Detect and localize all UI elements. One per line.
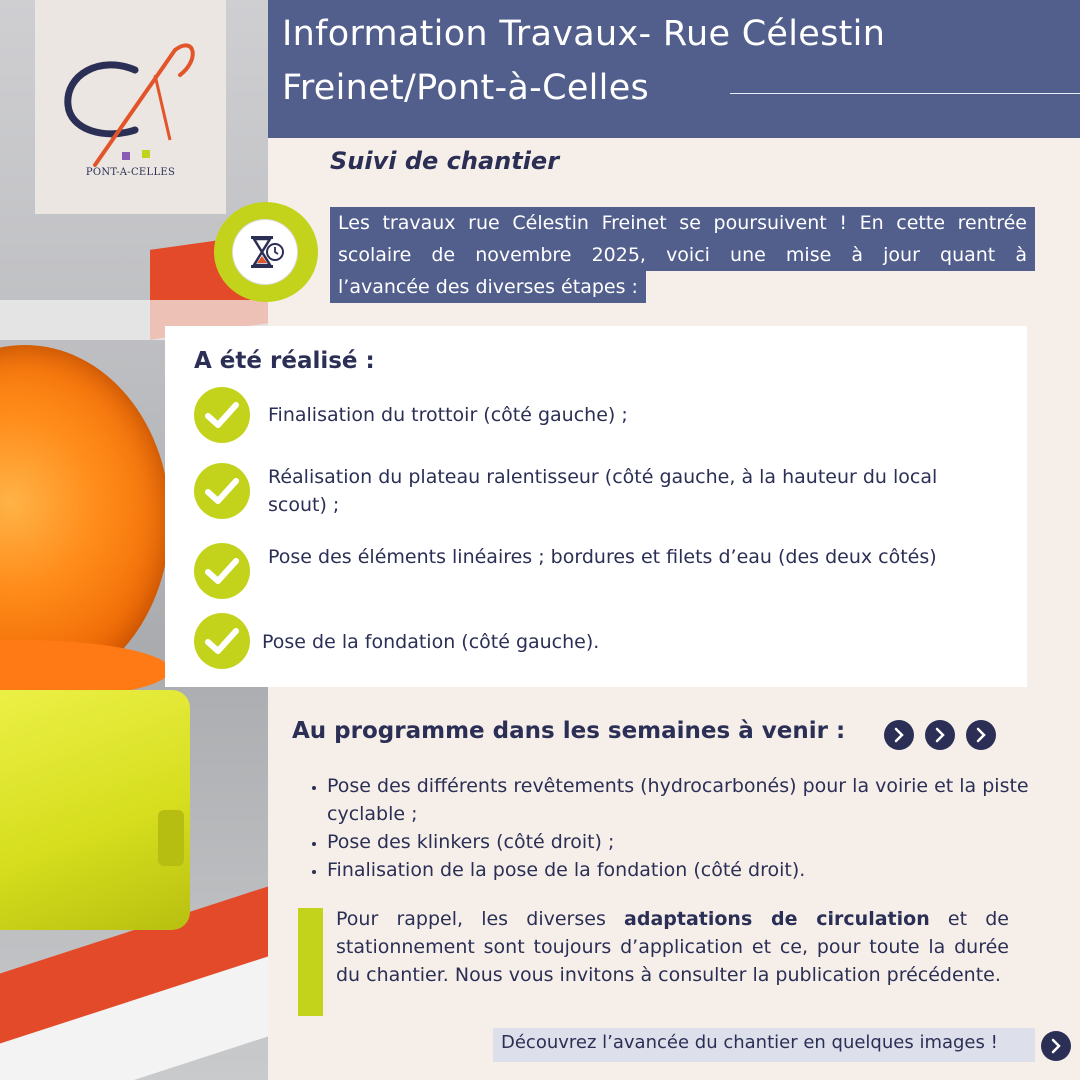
cta-label: Découvrez l’avancée du chantier en quelques images ! (501, 1032, 998, 1053)
realise-card (165, 326, 1027, 687)
chevron-right-icon[interactable] (1041, 1031, 1071, 1061)
list-item: Réalisation du plateau ralentisseur (côté gauche, à la hauteur du local scout) ; (268, 466, 938, 516)
rappel-accent-bar (298, 908, 323, 1016)
check-icon (194, 463, 250, 519)
page-title-line2: Freinet/Pont-à-Celles (282, 68, 650, 108)
programme-list (305, 772, 1057, 884)
chevron-right-icon[interactable] (966, 720, 996, 750)
intro-line: scolaire de novembre 2025, voici une mise à jour quant à (330, 239, 1035, 271)
intro-line: Les travaux rue Célestin Freinet se poursuivent ! En cette rentrée (330, 207, 1035, 239)
rappel-text-part: et de stationnement sont toujours d’application et ce, pour toute la durée du chantier. Nous vous invitons à consulter la publication précédente. (336, 908, 1009, 986)
intro-line: l’avancée des diverses étapes : (330, 271, 646, 303)
check-icon (194, 613, 250, 669)
cta-banner[interactable] (493, 1028, 1035, 1062)
chevron-right-icon[interactable] (925, 720, 955, 750)
list-item: • Pose des différents revêtements (hydrocarbonés) pour la voirie et la piste cyclable ; (327, 772, 1057, 828)
list-item: Finalisation du trottoir (côté gauche) ; (268, 404, 628, 426)
header-divider (730, 93, 1080, 94)
subtitle: Suivi de chantier (330, 147, 560, 175)
realise-heading: A été réalisé : (194, 348, 375, 374)
list-item: Pose de la fondation (côté gauche). (262, 631, 600, 653)
check-icon (194, 387, 250, 443)
chevron-right-icon[interactable] (884, 720, 914, 750)
logo-mark (60, 30, 200, 170)
hourglass-icon (233, 220, 297, 284)
rappel-text-part: Pour rappel, les diverses (336, 908, 625, 930)
logo-text: PONT-A-CELLES (85, 167, 176, 178)
rappel-text-bold: adaptations de circulation (624, 908, 930, 930)
rappel-text (336, 905, 1009, 989)
intro-text (330, 207, 1035, 303)
check-icon (194, 543, 250, 599)
header-banner (268, 0, 1080, 138)
list-item: • Pose des klinkers (côté droit) ; (327, 828, 1057, 856)
list-item: • Finalisation de la pose de la fondation (côté droit). (327, 856, 1057, 884)
warning-lamp-body (0, 690, 190, 930)
logo (35, 0, 226, 214)
programme-heading: Au programme dans les semaines à venir : (292, 718, 846, 744)
list-item: Pose des éléments linéaires ; bordures et filets d’eau (des deux côtés) (268, 546, 937, 568)
page-title-line1: Information Travaux- Rue Célestin (282, 14, 886, 54)
